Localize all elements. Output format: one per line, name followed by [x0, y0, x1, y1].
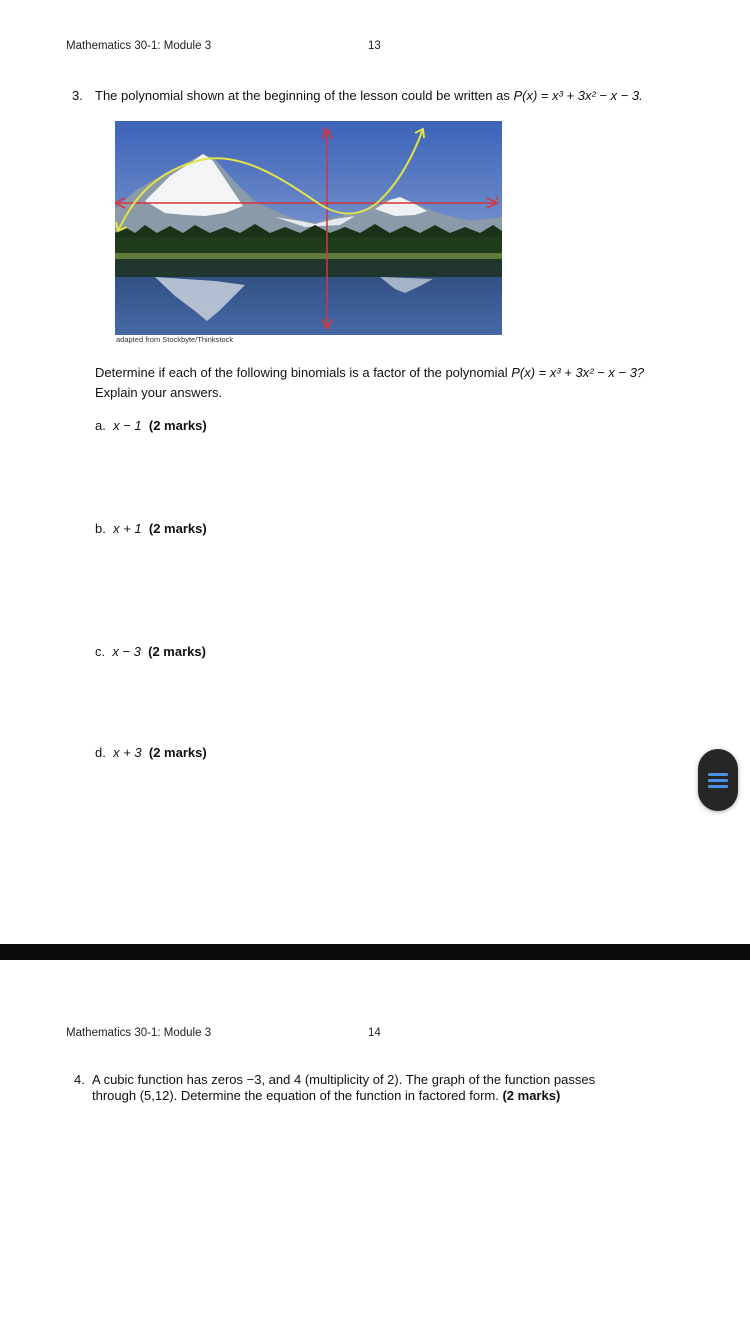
option-marks: (2 marks) — [148, 644, 206, 659]
question-text — [95, 86, 643, 105]
option-expression: x − 1 — [113, 418, 142, 433]
option-letter: b. — [95, 521, 106, 536]
polynomial-expression: P(x) = x³ + 3x² − x − 3. — [513, 88, 643, 103]
question-number: 3. — [72, 88, 83, 103]
question-4-line2 — [92, 1086, 560, 1105]
option-d — [95, 745, 207, 760]
question-4-text: through (5,12). Determine the equation of the function in factored form. — [92, 1088, 503, 1103]
tree-reflection — [115, 259, 502, 277]
instruction-polynomial: P(x) = x³ + 3x² − x − 3? — [511, 365, 645, 380]
instruction-body: Determine if each of the following binomials is a factor of the polynomial — [95, 365, 512, 380]
option-marks: (2 marks) — [148, 745, 207, 760]
instruction — [95, 363, 644, 382]
option-b — [95, 521, 207, 536]
question-4-number: 4. — [74, 1072, 85, 1087]
option-letter: a. — [95, 418, 106, 433]
option-marks: (2 marks) — [148, 521, 207, 536]
y-axis-label: y — [322, 124, 326, 134]
question-4-line1: A cubic function has zeros −3, and 4 (multiplicity of 2). The graph of the function passes — [92, 1072, 596, 1087]
option-expression: x + 1 — [113, 521, 142, 536]
instruction-line2: Explain your answers. — [95, 385, 223, 400]
question-text-body: The polynomial shown at the beginning of the lesson could be written as — [95, 88, 514, 103]
meadow — [115, 253, 502, 259]
option-letter: c. — [95, 644, 106, 659]
question-4-marks: (2 marks) — [502, 1088, 561, 1103]
option-a — [95, 418, 207, 433]
page-number-2: 14 — [368, 1027, 381, 1039]
option-c — [95, 644, 206, 659]
page-divider — [0, 944, 750, 960]
option-expression: x − 3 — [112, 644, 141, 659]
page-header: Mathematics 30-1: Module 3 — [66, 40, 212, 52]
hamburger-icon — [708, 770, 728, 790]
floating-menu-button[interactable] — [698, 749, 738, 811]
page-number: 13 — [368, 40, 381, 52]
option-expression: x + 3 — [113, 745, 142, 760]
graph-svg — [115, 121, 502, 335]
figure-caption: adapted from Stockbyte/Thinkstock — [116, 335, 234, 344]
x-axis-label: x — [495, 193, 499, 203]
page-14 — [0, 960, 750, 1334]
option-letter: d. — [95, 745, 106, 760]
mountain-graph-figure — [115, 121, 502, 335]
page-header-2: Mathematics 30-1: Module 3 — [66, 1027, 212, 1039]
option-marks: (2 marks) — [148, 418, 207, 433]
